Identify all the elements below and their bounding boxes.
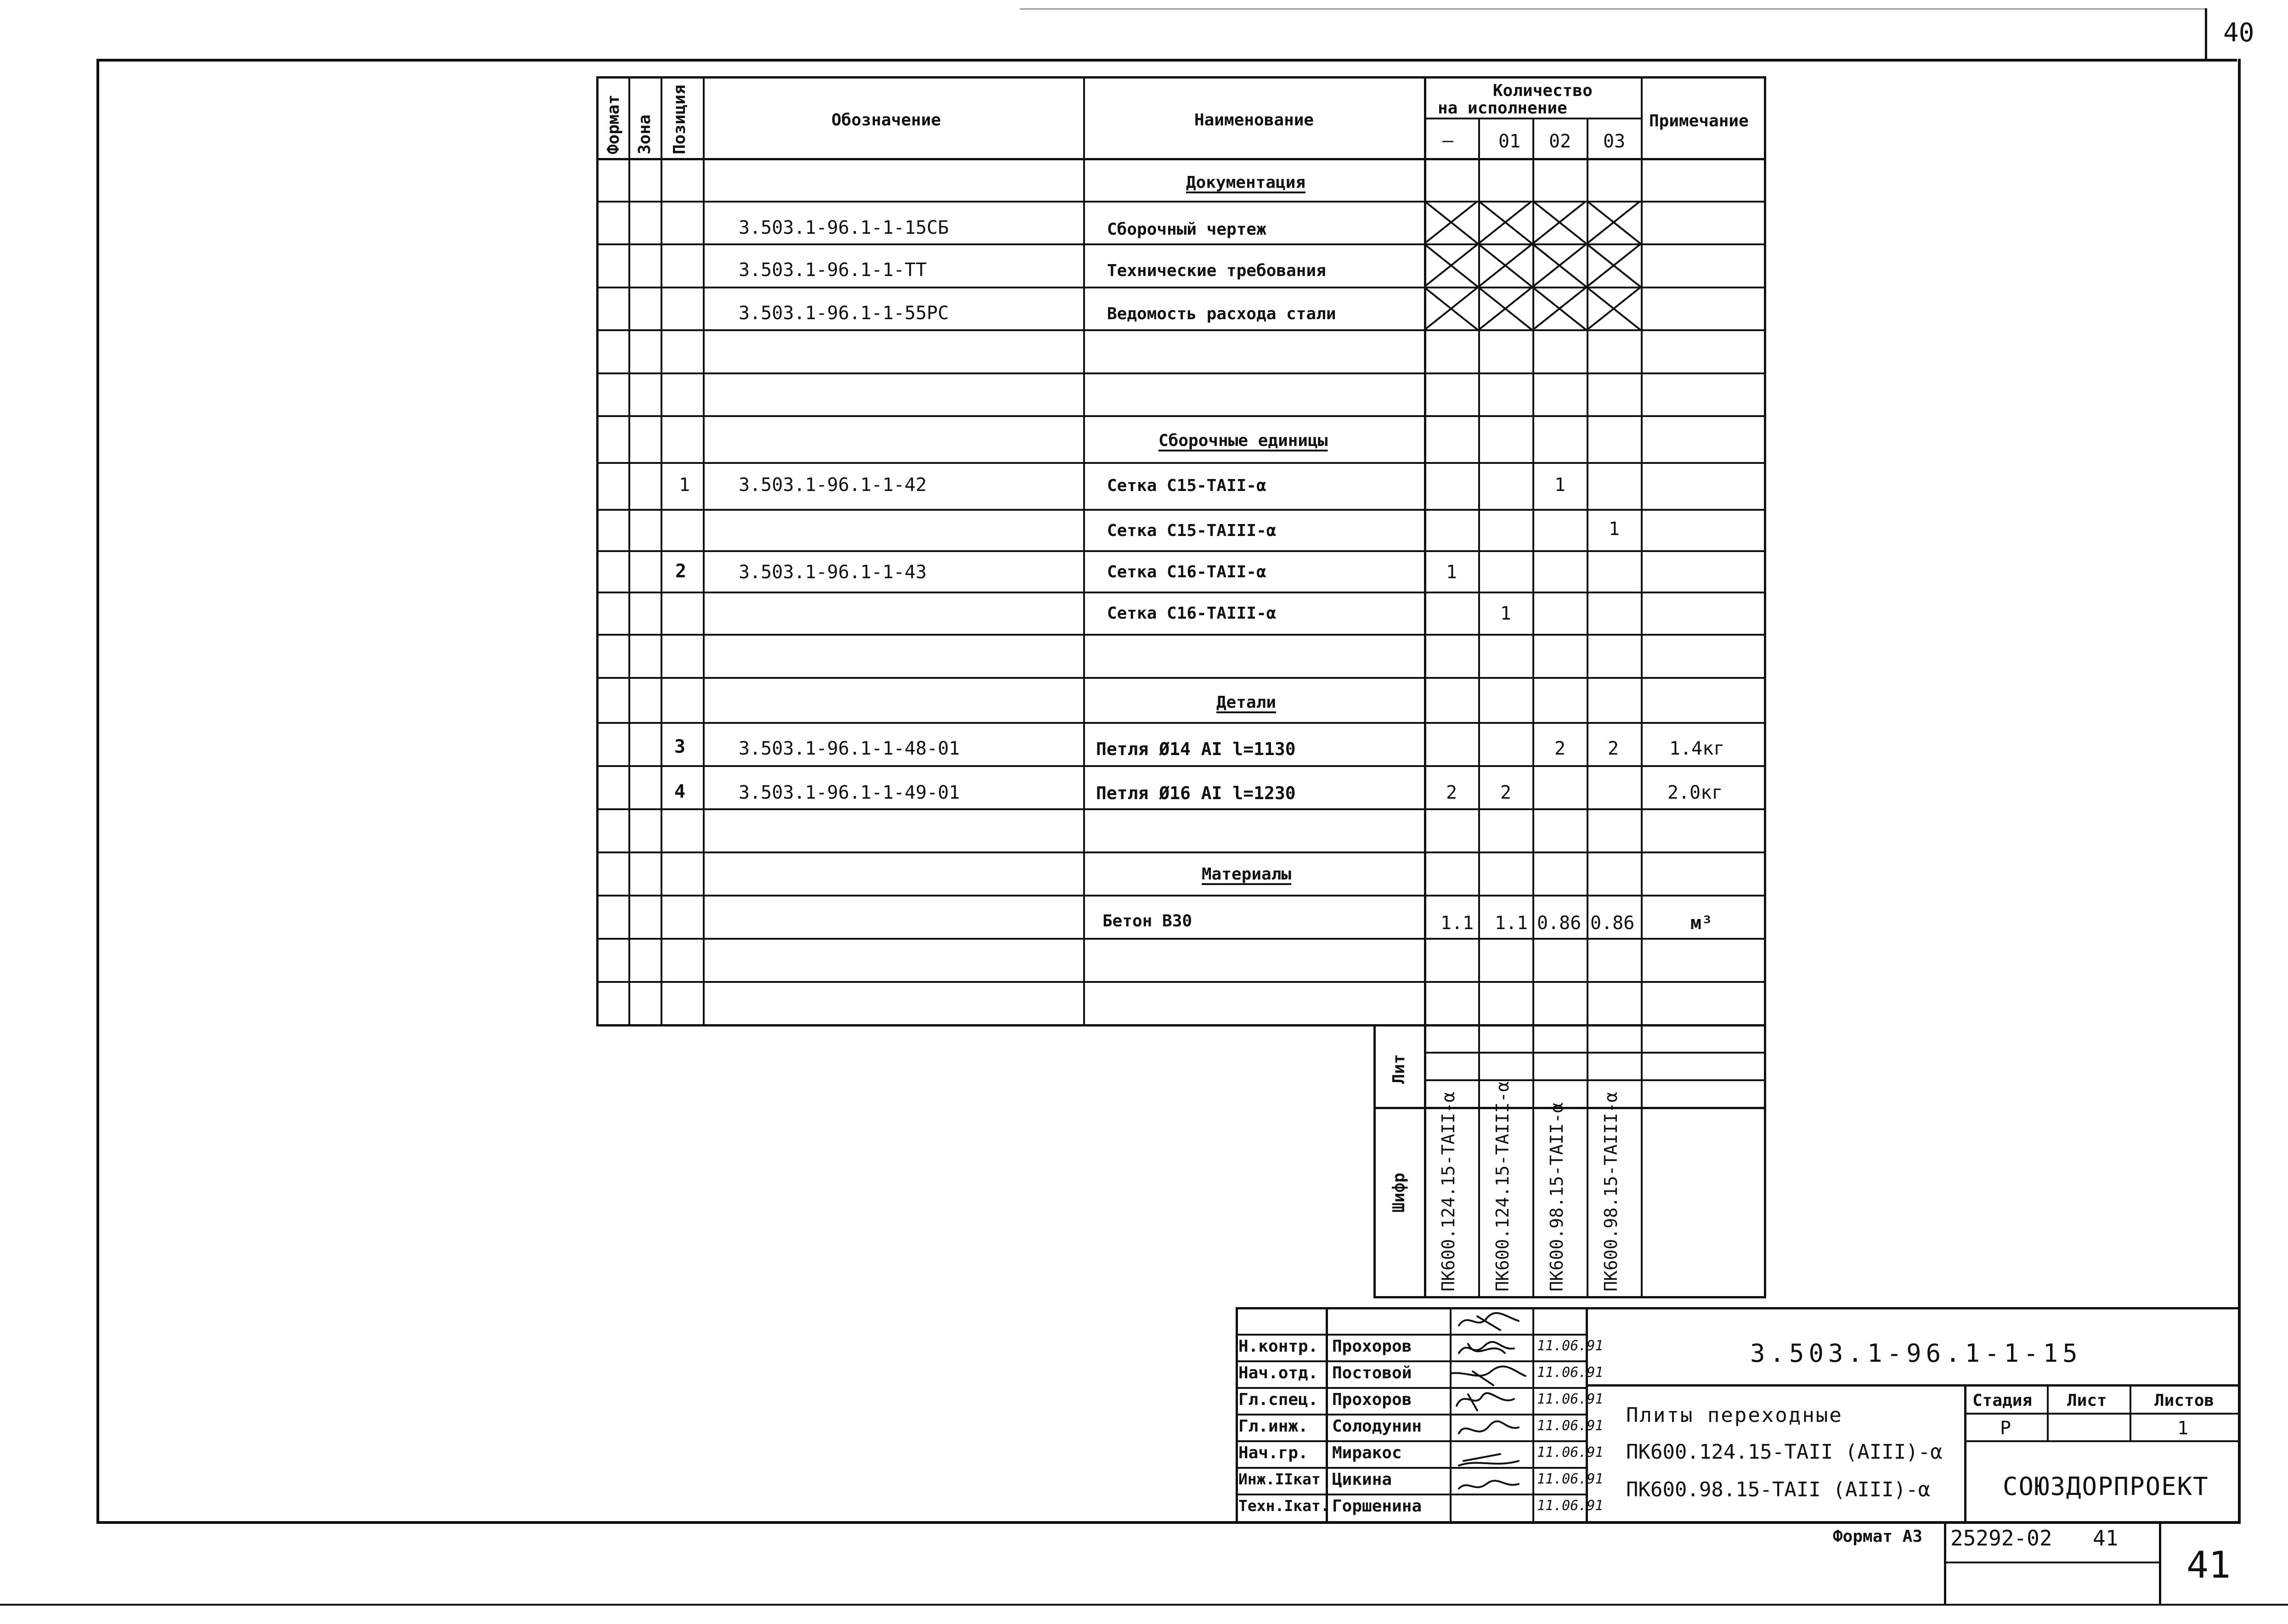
stamp-role-0: Н.контр. — [1238, 1337, 1318, 1356]
row-8-name: Петля Ø16 АI l=1230 — [1096, 783, 1296, 803]
row-7-qty-2: 2 — [1554, 738, 1566, 759]
stamp-date-3: 11.06.91 — [1537, 1418, 1604, 1434]
row-3-position: 1 — [679, 474, 690, 496]
stamp-org: СОЮЗДОРПРОЕКТ — [2003, 1472, 2209, 1501]
frame-top — [96, 59, 2237, 62]
stamp-name-4: Миракос — [1332, 1444, 1402, 1462]
stamp-stage: Р — [2000, 1418, 2011, 1439]
stamp-stage-label: Стадия — [1972, 1391, 2033, 1410]
header-qty-title-1: Количество — [1493, 81, 1593, 100]
header-format: Формат — [604, 94, 623, 154]
row-5-designation: 3.503.1-96.1-1-43 — [739, 562, 927, 583]
row-3-qty-2: 1 — [1554, 474, 1566, 496]
row-1-name: Технические требования — [1107, 261, 1326, 280]
stamp-date-1: 11.06.91 — [1537, 1365, 1604, 1381]
lit-label: Лит — [1390, 1054, 1408, 1084]
format-label: Формат А3 — [1833, 1527, 1923, 1546]
stamp-date-4: 11.06.91 — [1537, 1444, 1604, 1460]
stamp-name-6: Горшенина — [1332, 1497, 1422, 1516]
header-qty-col-1: 01 — [1498, 131, 1521, 152]
top-sheet-number: 40 — [2223, 18, 2254, 48]
signatures-handwritten — [1450, 1307, 1533, 1521]
header-qty-col-2: 02 — [1549, 131, 1571, 152]
header-designation: Обозначение — [831, 111, 941, 130]
row-8-qty-0: 2 — [1446, 782, 1458, 803]
frame-left — [96, 59, 99, 1524]
stamp-role-1: Нач.отд. — [1238, 1364, 1318, 1382]
row-4-name: Сетка С15-ТАIII-α — [1107, 521, 1277, 540]
row-2-designation: 3.503.1-96.1-1-55РС — [739, 303, 949, 324]
stamp-role-2: Гл.спец. — [1238, 1390, 1318, 1409]
page-bottom-line — [0, 1604, 2288, 1606]
stamp-date-2: 11.06.91 — [1537, 1391, 1604, 1407]
header-note: Примечание — [1649, 112, 1749, 130]
row-8-note: 2.0кг — [1667, 782, 1723, 803]
stamp-date-6: 11.06.91 — [1537, 1498, 1604, 1514]
section-details: Детали — [1216, 693, 1277, 712]
stamp-name-1: Постовой — [1332, 1364, 1412, 1382]
row-8-designation: 3.503.1-96.1-1-49-01 — [739, 782, 960, 803]
section-docs: Документация — [1186, 173, 1306, 192]
row-9-qty-0: 1.1 — [1441, 913, 1474, 934]
frame-right — [2238, 59, 2241, 1524]
row-8-position: 4 — [674, 781, 686, 802]
stamp-name-5: Цикина — [1332, 1470, 1392, 1489]
row-1-designation: 3.503.1-96.1-1-ТТ — [739, 259, 927, 281]
frame-bottom — [96, 1521, 2241, 1524]
header-qty-col-3: 03 — [1603, 131, 1626, 152]
stamp-sheets: 1 — [2177, 1418, 2189, 1439]
stamp-role-5: Инж.IIкат — [1238, 1470, 1321, 1488]
stamp-role-4: Нач.гр. — [1238, 1444, 1308, 1462]
code-3: ПК600.98.15-ТАIII-α — [1601, 1092, 1621, 1291]
stamp-date-5: 11.06.91 — [1537, 1471, 1604, 1487]
row-8-qty-1: 2 — [1500, 782, 1512, 803]
row-7-position: 3 — [674, 736, 686, 757]
stamp-sheet-label: Лист — [2067, 1391, 2107, 1410]
row-5-position: 2 — [675, 561, 687, 582]
header-qty-title-2: на исполнение — [1438, 99, 1567, 118]
row-9-note: м³ — [1690, 913, 1713, 934]
stamp-title-3: ПК600.98.15-ТАII (АIII)-α — [1626, 1478, 1931, 1501]
row-6-qty-1: 1 — [1500, 603, 1512, 624]
row-3-name: Сетка С15-ТАII-α — [1107, 476, 1266, 495]
stamp-title-1: Плиты переходные — [1626, 1404, 1843, 1427]
stamp-role-3: Гл.инж. — [1238, 1417, 1308, 1436]
section-assemblies: Сборочные единицы — [1158, 431, 1328, 450]
section-materials: Материалы — [1202, 865, 1292, 884]
stamp-title-2: ПК600.124.15-ТАII (АIII)-α — [1626, 1440, 1943, 1464]
row-0-name: Сборочный чертеж — [1107, 220, 1266, 239]
inventory-number: 25292-02 — [1950, 1526, 2052, 1551]
row-2-name: Ведомость расхода стали — [1107, 304, 1336, 323]
row-7-note: 1.4кг — [1669, 738, 1725, 759]
row-5-name: Сетка С16-ТАII-α — [1107, 563, 1266, 581]
stamp-designation: 3.503.1-96.1-1-15 — [1750, 1339, 2082, 1368]
header-position: Позиция — [670, 85, 689, 154]
row-5-qty-0: 1 — [1446, 562, 1458, 583]
row-6-name: Сетка С16-ТАIII-α — [1107, 604, 1277, 623]
row-0-designation: 3.503.1-96.1-1-15СБ — [739, 217, 949, 238]
bottom-strip-sep-3 — [1944, 1562, 2160, 1563]
row-7-designation: 3.503.1-96.1-1-48-01 — [739, 738, 960, 759]
header-qty-col-0: — — [1442, 130, 1454, 151]
row-4-qty-3: 1 — [1609, 519, 1620, 540]
bottom-sheet-number: 41 — [2186, 1544, 2231, 1586]
top-faint-line — [1020, 8, 2205, 10]
code-0: ПК600.124.15-ТАII-α — [1438, 1092, 1458, 1291]
row-7-qty-3: 2 — [1608, 738, 1619, 759]
stamp-date-0: 11.06.91 — [1537, 1338, 1604, 1354]
inventory-sheet: 41 — [2093, 1526, 2119, 1551]
row-9-qty-1: 1.1 — [1495, 913, 1528, 934]
stamp-sheets-label: Листов — [2154, 1391, 2215, 1410]
top-sheet-box-left — [2205, 8, 2207, 62]
header-zone: Зона — [635, 114, 654, 154]
row-9-name: Бетон В30 — [1102, 912, 1192, 930]
stamp-name-2: Прохоров — [1332, 1390, 1412, 1409]
header-name: Наименование — [1194, 111, 1314, 130]
row-9-qty-3: 0.86 — [1590, 913, 1635, 934]
row-7-name: Петля Ø14 АI l=1130 — [1096, 739, 1296, 759]
stamp-name-3: Солодунин — [1332, 1417, 1422, 1436]
code-2: ПК600.98.15-ТАII-α — [1547, 1102, 1567, 1291]
row-3-designation: 3.503.1-96.1-1-42 — [739, 474, 927, 496]
row-9-qty-2: 0.86 — [1537, 913, 1582, 934]
stamp-name-0: Прохоров — [1332, 1337, 1412, 1356]
code-label: Шифр — [1390, 1173, 1408, 1212]
stamp-role-6: Техн.Iкат. — [1238, 1497, 1330, 1515]
doc-rows-cross-pattern — [1424, 201, 1642, 331]
code-1: ПК600.124.15-ТАIII-α — [1492, 1081, 1513, 1291]
